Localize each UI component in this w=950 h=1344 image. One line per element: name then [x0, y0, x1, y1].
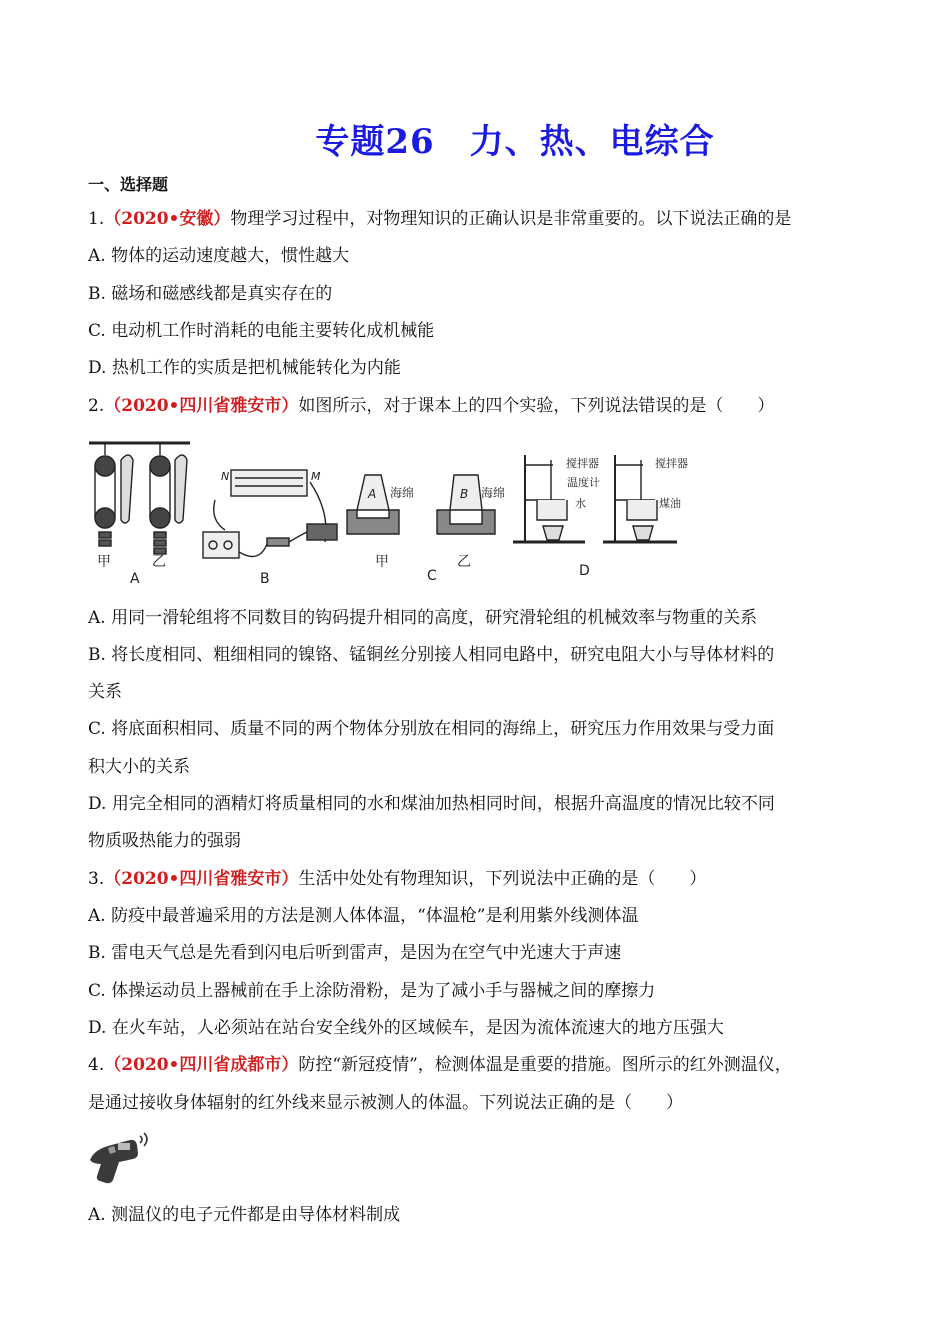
sponge-pressure-illustration	[347, 475, 495, 534]
question-4-option-a: A. 测温仪的电子元件都是由导体材料制成	[88, 1205, 401, 1225]
question-1-option-b: B. 磁场和磁感线都是真实存在的	[88, 284, 333, 304]
question-2-option-a: A. 用同一滑轮组将不同数目的钩码提升相同的高度，研究滑轮组的机械效率与物重的关系	[88, 608, 758, 628]
figure-label-d: D	[579, 563, 590, 579]
question-2-option-c-line-1: C. 将底面积相同、质量不同的两个物体分别放在相同的海绵上，研究压力作用效果与受力面	[88, 719, 775, 739]
pulley-experiment-illustration	[89, 443, 190, 554]
question-2-option-b-line-1: B. 将长度相同、粗细相同的镍铬、锰铜丝分别接人相同电路中，研究电阻大小与导体材料的	[88, 645, 775, 665]
figure-label-b-n: N	[221, 470, 230, 483]
figure-label-c-b: B	[460, 487, 469, 501]
question-number: 1.	[88, 209, 105, 229]
figure-label-a: A	[130, 571, 140, 587]
question-1-option-c: C. 电动机工作时消耗的电能主要转化成机械能	[88, 321, 435, 341]
question-3-option-a: A. 防疫中最普遍采用的方法是测人体体温，“体温枪”是利用紫外线测体温	[88, 906, 639, 926]
page-title: 专题26 力、热、电综合	[315, 122, 715, 162]
question-text: 物理学习过程中，对物理知识的正确认识是非常重要的。以下说法正确的是	[230, 209, 792, 229]
experiment-figure	[85, 440, 735, 590]
question-text: 如图所示，对于课本上的四个实验，下列说法错误的是（ ）	[298, 396, 775, 416]
figure-label-d-thermometer: 温度计	[567, 476, 600, 489]
figure-label-c-right: 乙	[457, 554, 471, 570]
question-2-stem	[88, 395, 774, 417]
figure-label-c-sponge-2: 海绵	[481, 486, 506, 500]
figure-label-d-water: 水	[575, 497, 586, 510]
infrared-thermometer-image	[86, 1130, 148, 1186]
question-1-option-a: A. 物体的运动速度越大，惯性越大	[88, 246, 350, 266]
question-source: （2020•四川省雅安市）	[104, 396, 299, 416]
question-text: 生活中处处有物理知识，下列说法中正确的是（ ）	[298, 869, 707, 889]
question-3-option-d: D. 在火车站，人必须站在站台安全线外的区域候车，是因为流体流速大的地方压强大	[88, 1018, 724, 1038]
figure-label-c-left: 甲	[375, 554, 389, 570]
figure-label-b: B	[260, 571, 270, 587]
section-heading: 一、选择题	[88, 175, 169, 194]
question-2-option-b-line-2: 关系	[88, 682, 122, 702]
figure-label-c-a: A	[368, 487, 377, 501]
question-4-stem-line-1	[88, 1054, 792, 1076]
question-3-stem	[88, 868, 706, 890]
question-3-option-b: B. 雷电天气总是先看到闪电后听到雷声，是因为在空气中光速大于声速	[88, 943, 622, 963]
question-source: （2020•四川省雅安市）	[104, 869, 299, 889]
question-source: （2020•安徽）	[104, 209, 231, 229]
question-2-option-c-line-2: 积大小的关系	[88, 757, 190, 777]
figure-label-b-m: M	[311, 470, 321, 483]
question-1-option-d: D. 热机工作的实质是把机械能转化为内能	[88, 358, 401, 378]
figure-label-d-oil: 煤油	[659, 497, 681, 510]
figure-label-c-sponge-1: 海绵	[390, 486, 415, 500]
question-number: 4.	[88, 1055, 105, 1075]
question-4-stem-line-2: 是通过接收身体辐射的红外线来显示被测人的体温。下列说法正确的是（ ）	[88, 1093, 683, 1113]
question-number: 2.	[88, 396, 105, 416]
question-text: 防控“新冠疫情”，检测体温是重要的措施。图所示的红外测温仪，	[298, 1055, 792, 1075]
question-number: 3.	[88, 869, 105, 889]
question-2-option-d-line-2: 物质吸热能力的强弱	[88, 831, 241, 851]
question-source: （2020•四川省成都市）	[104, 1055, 299, 1075]
figure-label-d-stirrer-1: 搅拌器	[566, 457, 599, 470]
question-3-option-c: C. 体操运动员上器械前在手上涂防滑粉，是为了减小手与器械之间的摩擦力	[88, 981, 656, 1001]
figure-label-c: C	[427, 568, 437, 584]
figure-label-d-stirrer-2: 搅拌器	[655, 457, 688, 470]
figure-label-a-left: 甲	[97, 554, 111, 570]
resistance-circuit-illustration	[203, 470, 337, 558]
question-2-option-d-line-1: D. 用完全相同的酒精灯将质量相同的水和煤油加热相同时间，根据升高温度的情况比较不同	[88, 794, 775, 814]
figure-label-a-right: 乙	[152, 554, 166, 570]
question-1-stem	[88, 208, 791, 230]
